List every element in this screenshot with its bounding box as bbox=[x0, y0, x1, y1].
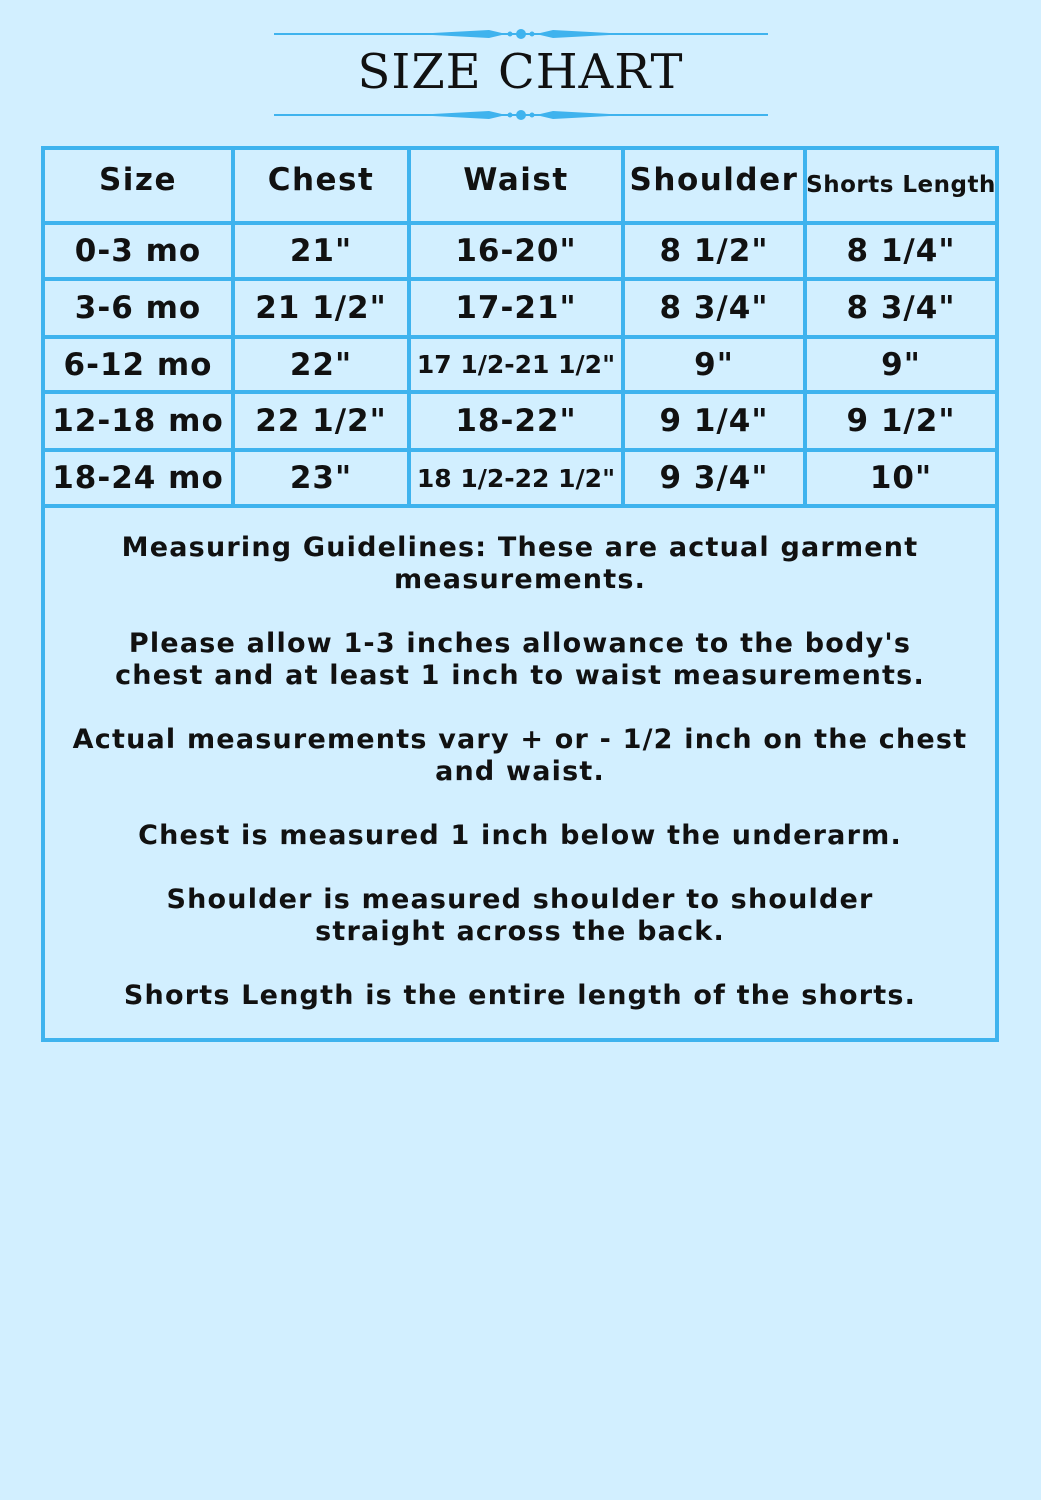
table-cell: 18 1/2-22 1/2" bbox=[416, 463, 616, 493]
table-cell: 12-18 mo bbox=[52, 403, 224, 439]
table-cell: 6-12 mo bbox=[63, 346, 213, 383]
table-cell: 8 3/4" bbox=[659, 290, 769, 326]
table-cell: 9 3/4" bbox=[659, 460, 769, 496]
page-title: SIZE CHART bbox=[357, 44, 684, 100]
table-cell: 22" bbox=[289, 346, 353, 383]
table-cell: 23" bbox=[289, 460, 353, 496]
title-bottom-ornament bbox=[274, 108, 768, 122]
table-cell: 9" bbox=[694, 346, 734, 383]
header-shorts-length: Shorts Length bbox=[806, 172, 996, 198]
guideline-allowance: Please allow 1-3 inches allowance to the body's chest and at least 1 inch to waist measurements. bbox=[115, 628, 925, 691]
header-chest: Chest bbox=[267, 162, 375, 198]
table-cell: 8 1/4" bbox=[846, 233, 956, 269]
table-cell: 9" bbox=[881, 346, 921, 383]
table-cell: 17-21" bbox=[455, 290, 577, 326]
table-cell: 8 1/2" bbox=[659, 233, 769, 269]
table-cell: 21" bbox=[289, 233, 353, 269]
table-cell: 3-6 mo bbox=[74, 290, 202, 326]
table-cell: 9 1/4" bbox=[659, 403, 769, 439]
title-top-ornament bbox=[274, 27, 768, 41]
table-cell: 22 1/2" bbox=[255, 403, 387, 439]
guideline-measuring: Measuring Guidelines: These are actual garment measurements. bbox=[121, 532, 919, 595]
header-size: Size bbox=[98, 162, 178, 198]
header-waist: Waist bbox=[463, 162, 569, 198]
table-cell: 21 1/2" bbox=[255, 290, 387, 326]
header-shoulder: Shoulder bbox=[629, 162, 799, 198]
table-divider bbox=[41, 504, 999, 508]
table-cell: 16-20" bbox=[455, 233, 577, 269]
table-cell: 9 1/2" bbox=[846, 403, 956, 439]
guideline-shoulder: Shoulder is measured shoulder to shoulder straight across the back. bbox=[166, 884, 874, 947]
table-cell: 8 3/4" bbox=[846, 290, 956, 326]
table-cell: 0-3 mo bbox=[74, 233, 202, 269]
table-cell: 18-22" bbox=[455, 403, 577, 439]
table-cell: 17 1/2-21 1/2" bbox=[416, 350, 616, 379]
guideline-shorts-length: Shorts Length is the entire length of the shorts. bbox=[123, 980, 917, 1011]
guideline-chest: Chest is measured 1 inch below the underarm. bbox=[138, 820, 902, 851]
table-cell: 18-24 mo bbox=[52, 460, 224, 496]
table-cell: 10" bbox=[869, 460, 933, 496]
guideline-variance: Actual measurements vary + or - 1/2 inch on the chest and waist. bbox=[72, 724, 968, 787]
